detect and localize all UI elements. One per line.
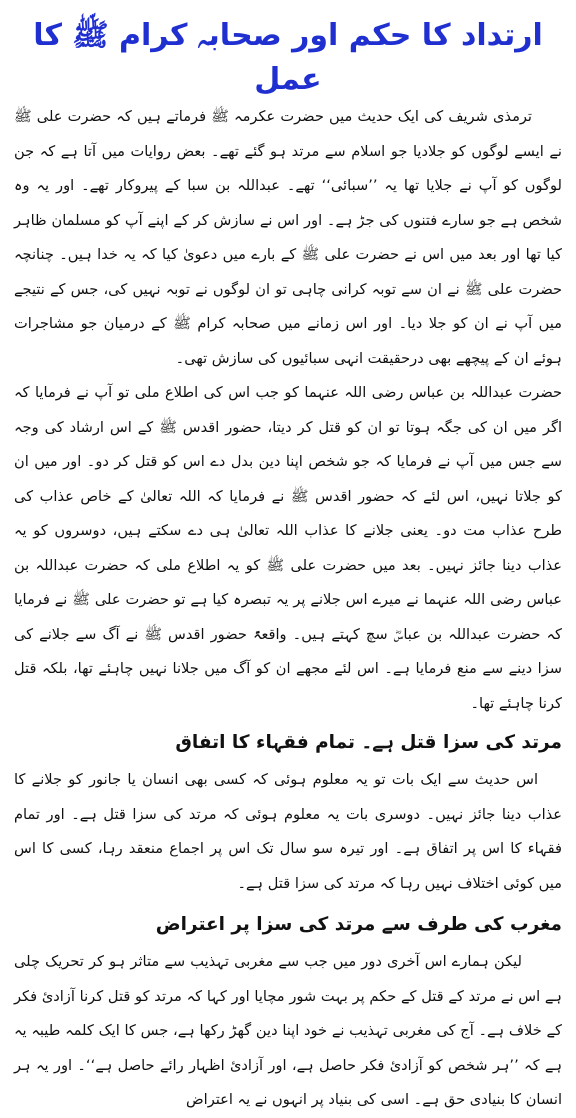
section-heading-punishment: مرتد کی سزا قتل ہے۔ تمام فقہاء کا اتفاق: [175, 732, 562, 753]
paragraph-ibn-abbas: حضرت عبداللہ بن عباس رضی اللہ عنہما کو جب اس کی اطلاع ملی تو آپ نے فرمایا کہ اگر میں ان کی جگہ ہوتا تو ان کو قتل کر دیتا، حضور اقدس ﷺ کے اس ارشاد کی وجہ سے جس میں آپ نے فرمایا کہ جو شخص اپنا دین بدل دے اس کو قتل کر دو۔ اور میں ان کو جلاتا نہیں، اس لئے کہ حضور اقدس ﷺ نے فرمایا کہ اللہ تعالیٰ کے خاص عذاب کی طرح عذاب مت دو۔ یعنی جلانے کا عذاب اللہ تعالیٰ ہی دے سکتے ہیں، دوسروں کو یہ عذاب دینا جائز نہیں۔ بعد میں حضرت علی ﷺ کو یہ اطلاع ملی کہ حضرت عبداللہ بن عباس رضی اللہ عنہما نے میرے اس جلانے پر یہ تبصرہ کیا ہے تو حضرت علی ﷺ نے فرمایا کہ حضرت عبداللہ بن عباسؓ سچ کہتے ہیں۔ واقعۃً حضور اقدس ﷺ نے آگ سے جلانے کی سزا دینے سے منع فرمایا ہے۔ اس لئے مجھے ان کو آگ میں جلانا نہیں چاہئے تھا، بلکہ قتل کرنا چاہئے تھا۔: [14, 384, 562, 712]
paragraph-tirmidhi-hadith: ترمذی شریف کی ایک حدیث میں حضرت عکرمہ ﷺ فرماتے ہیں کہ حضرت علی ﷺ نے ایسے لوگوں کو جلادیا جو اسلام سے مرتد ہو گئے تھے۔ بعض روایات میں آتا ہے کہ جن لوگوں کو آپ نے جلایا تھا یہ ’’سبائی‘‘ تھے۔ عبداللہ بن سبا کے پیروکار تھے۔ اور یہ وہ شخص ہے جو سارے فتنوں کی جڑ ہے۔ اور اس نے سازش کر کے اپنے آپ کو مسلمان ظاہر کیا تھا اور بعد میں اس نے حضرت علی ﷺ کے بارے میں دعویٰ کیا کہ یہ خدا ہیں۔ چنانچہ حضرت علی ﷺ نے ان سے توبہ کرانی چاہی تو ان لوگوں نے توبہ نہیں کی، جس کے نتیجے میں آپ نے ان کو جلا دیا۔ اور اس زمانے میں صحابہ کرام ﷺ کے درمیان جو مشاجرات ہوئے ان کے پیچھے بھی درحقیقت انہی سبائیوں کی سازش تھی۔: [14, 108, 562, 367]
paragraph-consensus: اس حدیث سے ایک بات تو یہ معلوم ہوئی کہ کسی بھی انسان یا جانور کو جلانے کا عذاب دینا جائز نہیں۔ دوسری بات یہ معلوم ہوئی کہ مرتد کی سزا قتل ہے۔ اور تمام فقہاء کا اس پر اتفاق ہے۔ اور تیرہ سو سال تک اس پر اجماع منعقد رہا، کسی کا اس میں کوئی اختلاف نہیں رہا کہ مرتد کی سزا قتل ہے۔: [14, 771, 562, 892]
paragraph-western-objection: لیکن ہمارے اس آخری دور میں جب سے مغربی تہذیب سے متاثر ہو کر تحریک چلی ہے اس نے مرتد کے قتل کے حکم پر بہت شور مچایا اور کہا کہ مرتد کو قتل کرنا آزادیٔ فکر کے خلاف ہے۔ آج کی مغربی تہذیب نے خود اپنا دین گھڑ رکھا ہے، جس کا ایک کلمہ طیبہ یہ ہے کہ ’’ہر شخص کو آزادیٔ فکر حاصل ہے، اور آزادیٔ اظہار رائے حاصل ہے‘‘۔ اور یہ ہر انسان کا بنیادی حق ہے۔ اسی کی بنیاد پر انہوں نے یہ اعتراض: [14, 953, 562, 1108]
page-title: ارتداد کا حکم اور صحابہ کرام ﷺ کا عمل: [33, 18, 543, 97]
page-body: [14, 100, 562, 1118]
section-heading-western-objection: مغرب کی طرف سے مرتد کی سزا پر اعتراض: [155, 914, 562, 935]
